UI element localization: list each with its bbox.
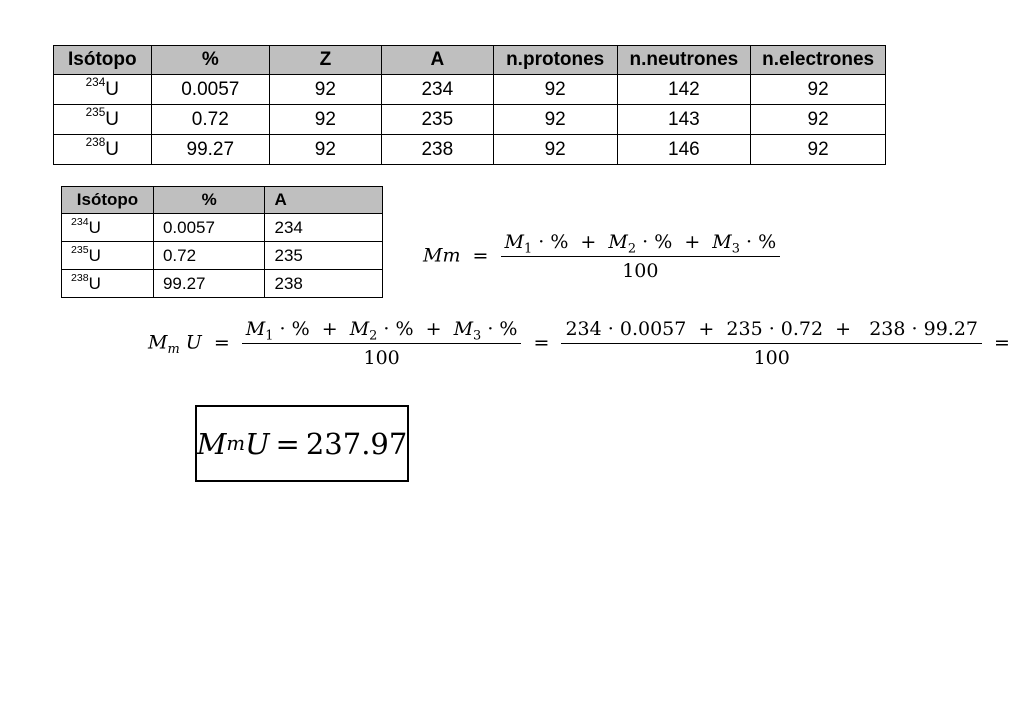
neutrons-cell: 142	[617, 75, 751, 105]
symbol-m2: M	[608, 231, 628, 253]
subscript-3: 3	[731, 241, 740, 257]
subscript-1: 1	[523, 241, 533, 257]
plus-sign: +	[321, 318, 338, 340]
numeric-numerator: 234 · 0.0057 + 235 · 0.72 + 238 · 99.27	[561, 318, 982, 344]
isotope-cell	[54, 105, 152, 135]
protons-cell: 92	[493, 75, 617, 105]
a-cell: 238	[265, 270, 383, 298]
plus-sign: +	[684, 231, 701, 253]
mass-number: 234	[71, 215, 89, 228]
header-z: Z	[269, 46, 381, 75]
mass-number: 238	[71, 271, 89, 284]
equals-sign: =	[533, 331, 550, 354]
header-percent: %	[153, 187, 265, 214]
times-percent: · %	[746, 231, 777, 253]
isotope-table-header	[54, 46, 886, 75]
lhs-u: U	[185, 331, 202, 354]
lhs-subscript: m	[167, 342, 180, 358]
percent-cell: 99.27	[153, 270, 265, 298]
result-u: U	[245, 426, 270, 461]
mass-number: 238	[85, 135, 106, 149]
a-cell: 238	[381, 135, 493, 165]
numeric-denominator: 100	[753, 347, 790, 369]
table-row	[62, 242, 383, 270]
isotope-cell	[54, 75, 152, 105]
times-percent: · %	[383, 318, 414, 340]
z-cell: 92	[269, 105, 381, 135]
symbolic-fraction	[242, 318, 522, 369]
header-protones: n.protones	[493, 46, 617, 75]
neutrons-cell: 143	[617, 105, 751, 135]
symbol-m3: M	[712, 231, 732, 253]
fraction-numerator	[501, 231, 781, 257]
electrons-cell: 92	[751, 135, 886, 165]
isotope-summary-table	[61, 186, 383, 298]
z-cell: 92	[269, 135, 381, 165]
result-value: 237.97	[305, 426, 408, 461]
times-percent: · %	[487, 318, 518, 340]
percent-cell: 0.0057	[151, 75, 269, 105]
lhs-m: M	[148, 331, 168, 354]
percent-cell: 0.72	[151, 105, 269, 135]
electrons-cell: 92	[751, 75, 886, 105]
summary-table-header	[62, 187, 383, 214]
plus-sign: +	[425, 318, 442, 340]
mass-number: 234	[85, 75, 106, 89]
isotope-cell	[62, 214, 154, 242]
table-row	[54, 75, 886, 105]
header-isotopo: Isótopo	[54, 46, 152, 75]
a-cell: 235	[381, 105, 493, 135]
equals-sign: =	[213, 331, 230, 354]
subscript-2: 2	[627, 241, 637, 257]
header-a: A	[265, 187, 383, 214]
table-row	[54, 105, 886, 135]
percent-cell: 99.27	[151, 135, 269, 165]
molar-mass-calculation	[148, 318, 1016, 369]
isotope-table	[53, 45, 886, 165]
header-a: A	[381, 46, 493, 75]
subscript-2: 2	[369, 328, 378, 344]
times-percent: · %	[642, 231, 673, 253]
symbol-m1: M	[504, 231, 524, 253]
formula-fraction	[501, 231, 781, 282]
symbol-m1: M	[245, 318, 266, 340]
plus-sign: +	[580, 231, 597, 253]
table-row	[62, 270, 383, 298]
isotope-cell	[62, 242, 154, 270]
table-row	[54, 135, 886, 165]
element-symbol: U	[105, 138, 120, 160]
symbol-m2: M	[349, 318, 370, 340]
header-isotopo: Isótopo	[62, 187, 154, 214]
header-percent: %	[151, 46, 269, 75]
times-percent: · %	[538, 231, 569, 253]
isotope-cell	[62, 270, 154, 298]
isotope-cell	[54, 135, 152, 165]
symbol-m3: M	[453, 318, 474, 340]
fraction-denominator: 100	[363, 347, 400, 369]
a-cell: 234	[265, 214, 383, 242]
header-electrones: n.electrones	[751, 46, 886, 75]
element-symbol: U	[88, 217, 101, 237]
fraction-numerator	[242, 318, 522, 344]
subscript-1: 1	[265, 328, 274, 344]
element-symbol: U	[105, 78, 120, 100]
equals-sign: =	[994, 331, 1010, 354]
electrons-cell: 92	[751, 105, 886, 135]
mass-number: 235	[71, 243, 89, 256]
z-cell: 92	[269, 75, 381, 105]
fraction-denominator: 100	[622, 260, 659, 282]
protons-cell: 92	[493, 135, 617, 165]
subscript-3: 3	[473, 328, 482, 344]
times-percent: · %	[279, 318, 310, 340]
percent-cell: 0.0057	[153, 214, 265, 242]
result-m: M	[196, 426, 227, 461]
protons-cell: 92	[493, 105, 617, 135]
equals-sign: =	[275, 426, 300, 461]
element-symbol: U	[88, 273, 101, 293]
a-cell: 234	[381, 75, 493, 105]
neutrons-cell: 146	[617, 135, 751, 165]
equals-sign: =	[472, 244, 489, 267]
percent-cell: 0.72	[153, 242, 265, 270]
element-symbol: U	[88, 245, 101, 265]
mass-number: 235	[85, 105, 106, 119]
formula-lhs: Mm	[423, 244, 461, 267]
result-box: M m U = 237.97	[195, 405, 409, 482]
molar-mass-formula	[423, 231, 780, 282]
header-neutrones: n.neutrones	[617, 46, 751, 75]
a-cell: 235	[265, 242, 383, 270]
table-row	[62, 214, 383, 242]
numeric-fraction	[561, 318, 982, 369]
element-symbol: U	[105, 108, 120, 130]
